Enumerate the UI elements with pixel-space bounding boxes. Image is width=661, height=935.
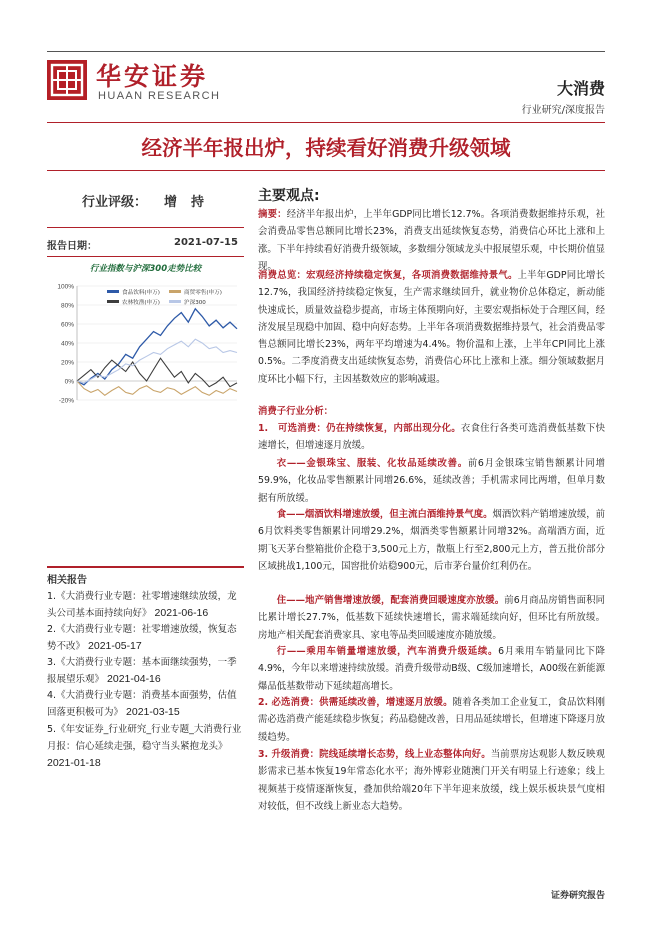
macro-text: 上半年GDP同比增长12.7%，我国经济持续稳定恢复，生产需求继续回升，就业物价总体稳定，新动能快速成长，质量效益稳步提高，市场主体预期向好，主要宏观指标处于合理区间，经济发展呈现稳中加固、稳中向好态势。上半年各项消费数据维持景气，社会消费品零售总额同比增长23%，两年平均增速为4.4%。物价温和上涨，上半年CPI同比上涨0.5%。二季度消费支出延续恢复态势，消费信心环比上涨和上涨。细分领域数据月度环比小幅下行，主因基数效应的影响减退。 bbox=[258, 270, 605, 385]
summary-text: 经济半年报出炉，上半年GDP同比增长12.7%。各项消费数据维持乐观，社会消费品零售总额同比增长23%，消费支出延续恢复态势，消费信心环比上涨和上涨。下半年持续看好消费升级领域，多数细分领域龙头中报展望乐观，中长期价值显现。 bbox=[258, 209, 605, 272]
chart-legend-label: 沪深300 bbox=[184, 300, 206, 306]
related-report-item[interactable] bbox=[47, 687, 244, 721]
title-rule bbox=[47, 170, 605, 171]
item1-paragraph: 1. 可选消费：仍在持续恢复，内部出现分化。衣食住行各类可选消费低基数下快速增长，但增速逐月放缓。 bbox=[258, 423, 605, 452]
related-report-date: 2021-01-18 bbox=[47, 757, 101, 769]
related-report-title: 3.《大消费行业专题：基本面继续强势，一季报展望乐观》 bbox=[47, 657, 237, 685]
header-rule bbox=[47, 122, 605, 123]
chart-title: 行业指数与沪深300走势比较 bbox=[89, 264, 202, 274]
macro-label: 消费总览：宏观经济持续稳定恢复，各项消费数据维持景气。 bbox=[258, 270, 518, 281]
chart-y-tick-label: 100% bbox=[57, 283, 74, 291]
summary-paragraph bbox=[258, 206, 605, 275]
item1b-label: 食——烟酒饮料增速放缓，但主流白酒维持景气度。 bbox=[276, 509, 493, 520]
index-comparison-chart bbox=[47, 280, 244, 410]
summary-label: 摘要： bbox=[258, 209, 287, 220]
sidebar-rule bbox=[47, 256, 244, 257]
chart-legend-swatch bbox=[169, 300, 181, 303]
related-report-title: 4.《大消费行业专题：消费基本面强势，估值回落更积极可为》 bbox=[47, 690, 237, 718]
footer-label: 证券研究报告 bbox=[550, 891, 605, 901]
item1a-label: 衣——金银珠宝、服装、化妆品延续改善。 bbox=[276, 458, 468, 469]
item1c-label: 住——地产销售增速放缓，配套消费回暖速度亦放缓。 bbox=[276, 595, 505, 606]
related-report-item[interactable] bbox=[47, 621, 244, 655]
item1d-label: 行——乘用车销量增速放缓，汽车消费升级延续。 bbox=[276, 646, 499, 657]
chart-y-tick-label: -20% bbox=[58, 397, 74, 405]
related-report-item[interactable] bbox=[47, 588, 244, 622]
item3-paragraph: 3. 升级消费：院线延续增长态势，线上业态整体向好。当前票房达观影人数反映观影需求已基本恢复19年常态化水平；海外博彩业随澳门开关有明显上行迹象；线上视频基于疫情逐渐恢复，叠加供给端20年下半年迎来放缓，线上娱乐板块景气度相对较低，但不改线上新业态大趋势。 bbox=[258, 749, 605, 812]
report-title: 经济半年报出炉，持续看好消费升级领域 bbox=[141, 136, 511, 160]
chart-y-tick-label: 60% bbox=[60, 321, 74, 329]
main-heading: 主要观点: bbox=[258, 188, 320, 204]
sector-label: 大消费 bbox=[556, 79, 605, 98]
related-report-title: 5.《年安证券_行业研究_行业专题_大消费行业月报：信心延续走强，稳守当头紧抱龙头》 bbox=[47, 724, 242, 752]
rating-label: 行业评级： bbox=[82, 195, 148, 210]
chart-legend-swatch bbox=[107, 290, 119, 293]
item2-label: 2. 必选消费：供需延续改善，增速逐月放缓。 bbox=[258, 697, 453, 708]
chart-series-line bbox=[77, 339, 237, 383]
date-value: 2021-07-15 bbox=[174, 237, 238, 248]
related-report-date: 2021-05-17 bbox=[88, 640, 142, 652]
subindustry-title: 消费子行业分析： bbox=[258, 406, 334, 417]
chart-y-tick-label: 20% bbox=[60, 359, 74, 367]
related-reports-title: 相关报告 bbox=[47, 575, 87, 586]
rating-value: 增持 bbox=[164, 195, 219, 210]
related-report-title: 2.《大消费行业专题：社零增速放缓，恢复态势不改》 bbox=[47, 624, 237, 652]
chart-legend-label: 食品饮料(申万) bbox=[122, 290, 160, 296]
related-report-item[interactable] bbox=[47, 654, 244, 688]
brand-name-cn: 华安证券 bbox=[96, 62, 209, 91]
item2-paragraph: 2. 必选消费：供需延续改善，增速逐月放缓。随着各类加工企业复工，食品饮料刚需必选消费产能延续稳步恢复；药品稳健改善，日用品延续增长，但增速下降逐月放缓趋势。 bbox=[258, 697, 605, 743]
chart-y-tick-label: 0% bbox=[64, 378, 74, 386]
chart-legend-label: 商贸零售(申万) bbox=[184, 290, 222, 296]
related-report-date: 2021-06-16 bbox=[154, 607, 209, 619]
item3-label: 3. 升级消费：院线延续增长态势，线上业态整体向好。 bbox=[258, 749, 491, 760]
sidebar-rule bbox=[47, 227, 244, 228]
item1d-paragraph: 行——乘用车销量增速放缓，汽车消费升级延续。6月乘用车销量同比下降4.9%，今年以来增速持续放缓。消费升级带动B级、C级加速增长，A00级在新能源爆品低基数带动下延续超高增长。 bbox=[258, 646, 605, 692]
chart-y-tick-label: 80% bbox=[60, 302, 74, 310]
item1c-paragraph: 住——地产销售增速放缓，配套消费回暖速度亦放缓。前6月商品房销售面积同比累计增长27.7%，低基数下延续快速增长，需求端延续向好，但环比有所放缓。房地产相关配套消费家具、家电等品类回暖速度亦随放缓。 bbox=[258, 595, 605, 641]
chart-legend-swatch bbox=[107, 300, 119, 303]
date-label: 报告日期： bbox=[47, 241, 97, 252]
chart-legend-swatch bbox=[169, 290, 181, 293]
item1a-paragraph: 衣——金银珠宝、服装、化妆品延续改善。前6月金银珠宝销售额累计同增59.9%，化妆品零售额累计同增26.6%，延续改善；手机需求同比两增，但单月数据有所放缓。 bbox=[258, 458, 605, 504]
related-report-item[interactable] bbox=[47, 721, 244, 772]
item1b-paragraph: 食——烟酒饮料增速放缓，但主流白酒维持景气度。烟酒饮料产销增速放缓，前6月饮料类零售额累计同增29.2%，烟酒类零售额累计同增32%。高端酒方面，近期飞天茅台整箱批价企稳于3,500元上方，散瓶上行至2,800元上方，普五批价部分区域挑战1,100元，国窖批价站稳900元，后市茅台量价红利仍在。 bbox=[258, 509, 605, 572]
related-report-date: 2021-03-15 bbox=[126, 706, 180, 718]
chart-series-line bbox=[77, 358, 237, 387]
chart-y-tick-label: 40% bbox=[60, 340, 74, 348]
macro-paragraph bbox=[258, 267, 605, 388]
report-type: 行业研究/深度报告 bbox=[521, 105, 605, 116]
chart-legend-label: 农林牧渔(申万) bbox=[122, 300, 160, 306]
top-rule bbox=[47, 51, 605, 52]
chart-series-line bbox=[77, 381, 237, 395]
related-rule bbox=[47, 566, 244, 568]
brand-name-en: HUAAN RESEARCH bbox=[98, 90, 221, 102]
huaan-logo-icon bbox=[47, 60, 87, 100]
item1-label: 1. 可选消费：仍在持续恢复，内部出现分化。 bbox=[258, 423, 461, 434]
related-report-title: 1.《大消费行业专题：社零增速继续放缓，龙头公司基本面持续向好》 bbox=[47, 591, 237, 619]
related-report-date: 2021-04-16 bbox=[107, 673, 161, 685]
